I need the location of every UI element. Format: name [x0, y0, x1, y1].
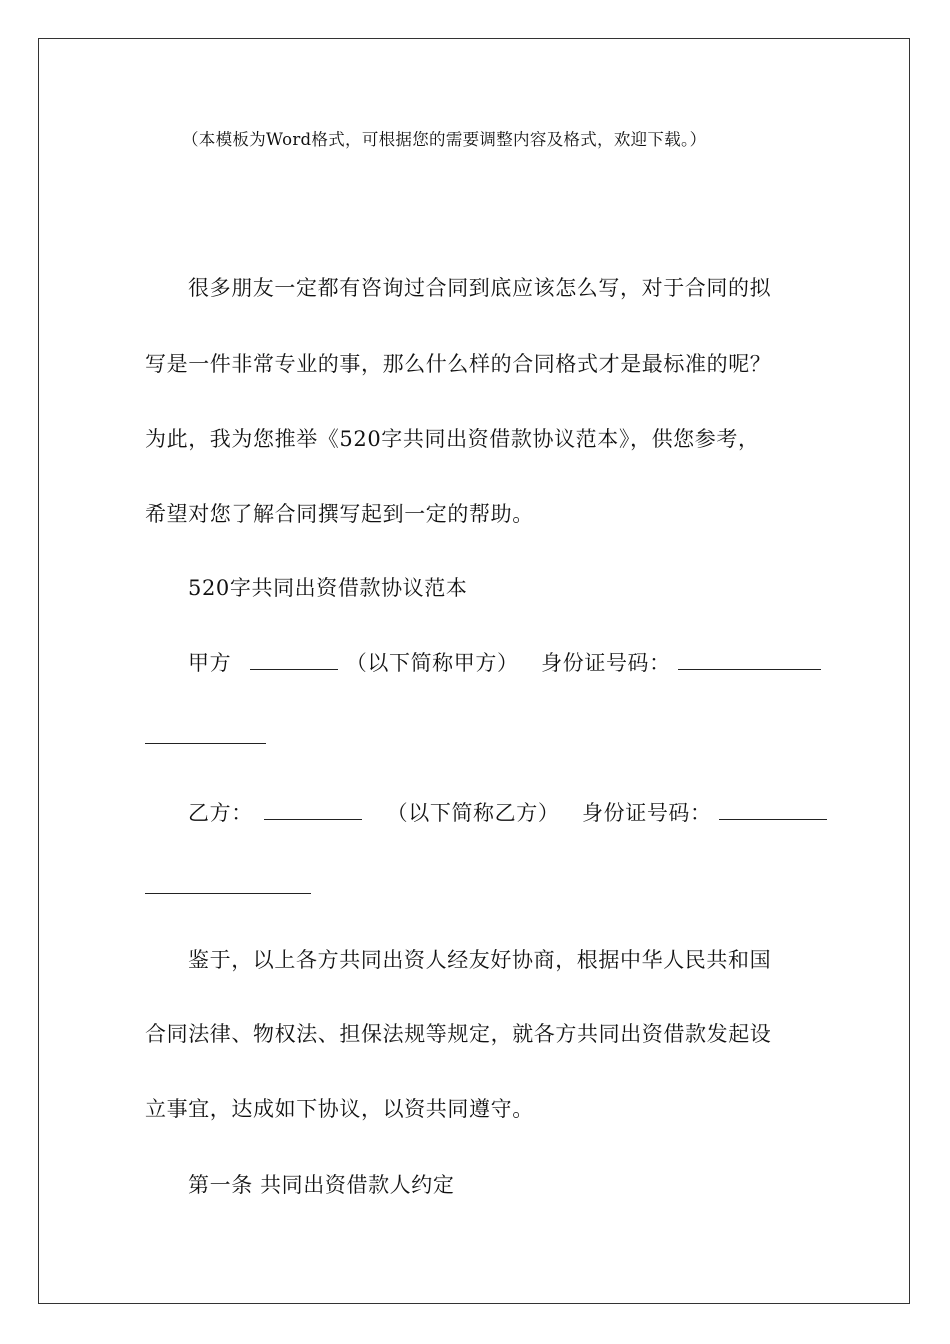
party-b-name-blank[interactable] — [264, 797, 362, 820]
preamble-line-1: 鉴于，以上各方共同出资人经友好协商，根据中华人民共和国 — [188, 948, 772, 972]
party-a-name-blank[interactable] — [250, 647, 338, 670]
party-a-label: 甲方 — [188, 651, 232, 675]
party-b-id-blank-continued[interactable] — [145, 893, 311, 894]
intro-line-4: 希望对您了解合同撰写起到一定的帮助。 — [145, 502, 534, 526]
document-title: 520字共同出资借款协议范本 — [188, 576, 468, 600]
party-b-id-blank[interactable] — [719, 797, 827, 820]
party-b-id-label: 身份证号码： — [582, 801, 712, 825]
preamble-line-3: 立事宜，达成如下协议，以资共同遵守。 — [145, 1097, 534, 1121]
party-a-id-blank[interactable] — [678, 647, 821, 670]
party-a-line — [188, 647, 821, 678]
intro-line-1: 很多朋友一定都有咨询过合同到底应该怎么写，对于合同的拟 — [188, 276, 772, 300]
party-a-id-label: 身份证号码： — [541, 651, 671, 675]
party-b-label: 乙方： — [188, 801, 253, 825]
party-b-line — [188, 797, 827, 828]
template-note: （本模板为Word格式，可根据您的需要调整内容及格式，欢迎下载。） — [182, 130, 707, 149]
preamble-line-2: 合同法律、物权法、担保法规等规定，就各方共同出资借款发起设 — [145, 1022, 772, 1046]
intro-line-3: 为此，我为您推举《520字共同出资借款协议范本》，供您参考， — [145, 427, 760, 451]
party-a-id-blank-continued[interactable] — [145, 743, 266, 744]
intro-line-2: 写是一件非常专业的事，那么什么样的合同格式才是最标准的呢？ — [145, 352, 772, 376]
party-a-alias: （以下简称甲方） — [345, 651, 519, 675]
party-b-alias: （以下简称乙方） — [386, 801, 560, 825]
article-1-heading: 第一条 共同出资借款人约定 — [188, 1173, 455, 1197]
